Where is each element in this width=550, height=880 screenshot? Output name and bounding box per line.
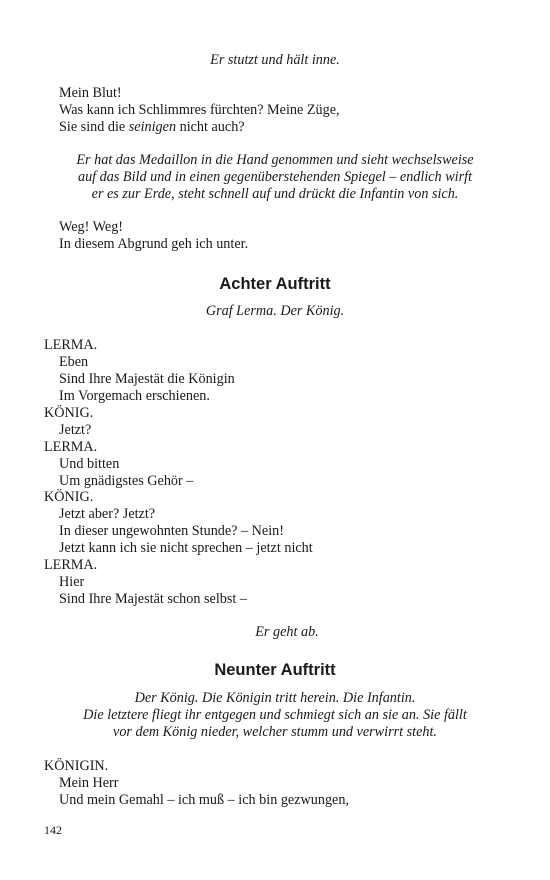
verse-line: Eben xyxy=(59,354,89,370)
speaker-name: LERMA. xyxy=(44,439,98,455)
verse-line: Und bitten xyxy=(59,456,120,472)
verse-line: Um gnädigstes Gehör – xyxy=(59,473,194,489)
stage-direction-line: auf das Bild und in einen gegenüberstehenden Spiegel – endlich wirft xyxy=(77,169,473,185)
scene-heading: Neunter Auftritt xyxy=(214,661,336,679)
verse-line: Jetzt? xyxy=(59,422,92,438)
stage-direction-line: Er hat das Medaillon in die Hand genommen und sieht wechselsweise xyxy=(76,152,474,168)
verse-line: Im Vorgemach erschienen. xyxy=(59,388,210,404)
verse-line: Und mein Gemahl – ich muß – ich bin gezwungen, xyxy=(59,792,349,808)
emphasized-word: seinigen xyxy=(128,119,177,135)
verse-line: Was kann ich Schlimmres fürchten? Meine Züge, xyxy=(59,102,340,118)
verse-line: Sind Ihre Majestät die Königin xyxy=(59,371,235,387)
speaker-name: KÖNIG. xyxy=(44,489,94,505)
cast-list: Graf Lerma. Der König. xyxy=(205,303,345,319)
stage-direction-line: er es zur Erde, steht schnell auf und drückt die Infantin von sich. xyxy=(91,186,459,202)
speaker-name: KÖNIGIN. xyxy=(44,758,109,774)
speaker-name: KÖNIG. xyxy=(44,405,94,421)
verse-line: Jetzt kann ich sie nicht sprechen – jetzt nicht xyxy=(59,540,313,556)
verse-text: nicht auch? xyxy=(176,119,245,135)
verse-line xyxy=(59,119,245,136)
stage-direction-line: Der König. Die Königin tritt herein. Die Infantin. xyxy=(134,690,416,706)
stage-direction-line: vor dem König nieder, welcher stumm und verwirrt steht. xyxy=(113,724,437,740)
verse-line: Jetzt aber? Jetzt? xyxy=(59,506,156,522)
verse-line: In dieser ungewohnten Stunde? – Nein! xyxy=(59,523,284,539)
verse-line: In diesem Abgrund geh ich unter. xyxy=(59,236,249,252)
scene-heading: Achter Auftritt xyxy=(219,275,331,293)
stage-direction: Er geht ab. xyxy=(255,624,319,640)
speaker-name: LERMA. xyxy=(44,337,98,353)
verse-line: Mein Herr xyxy=(59,775,119,791)
verse-line: Mein Blut! xyxy=(59,85,122,101)
verse-line: Sind Ihre Majestät schon selbst – xyxy=(59,591,247,607)
verse-line: Hier xyxy=(59,574,85,590)
stage-direction: Er stutzt und hält inne. xyxy=(210,52,340,68)
verse-line: Weg! Weg! xyxy=(59,219,124,235)
stage-direction-line: Die letztere fliegt ihr entgegen und schmiegt sich an sie an. Sie fällt xyxy=(83,707,467,723)
page-number: 142 xyxy=(44,823,62,837)
speaker-name: LERMA. xyxy=(44,557,98,573)
verse-text: Sie sind die xyxy=(59,119,129,135)
